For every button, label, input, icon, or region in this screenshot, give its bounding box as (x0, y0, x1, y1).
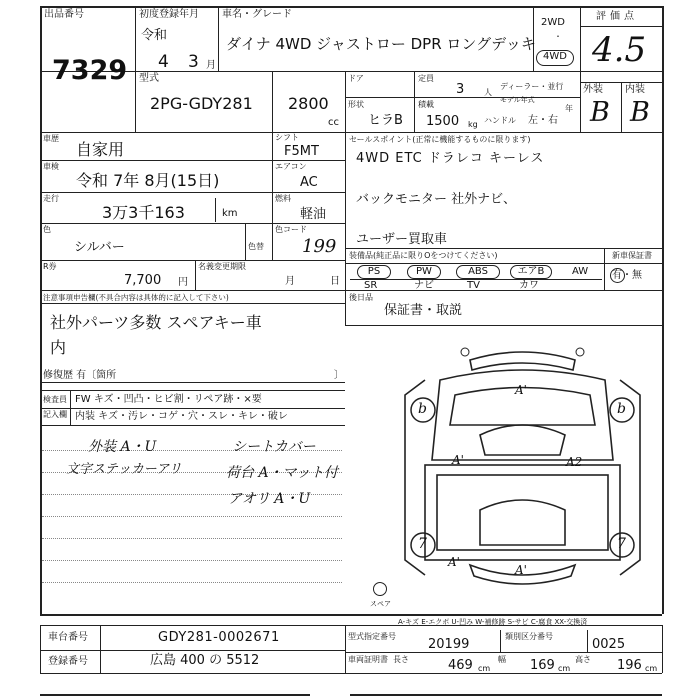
fuel-label: 燃料 (275, 194, 291, 203)
inspector-entry-label: 記入欄 (43, 410, 67, 419)
chassis-label: 車台番号 (48, 632, 88, 643)
dealer-label: ディーラー・並行 (500, 82, 564, 91)
equip-abs: ABS (456, 265, 500, 279)
color-value: シルバー (74, 240, 125, 255)
equip-sr: SR (364, 280, 378, 291)
shift-value: F5MT (284, 144, 319, 159)
inspection-value: 令和 7年 8月(15日) (76, 171, 220, 190)
equip-ps: PS (357, 265, 391, 279)
damage-mark-rear-left: A' (448, 555, 460, 569)
doors-label: ドア (348, 74, 364, 83)
first-registration-era: 令和 (141, 28, 168, 43)
mileage-value: 3万3千163 (102, 203, 185, 222)
spare-tire-icon (373, 582, 387, 596)
class-value: 0025 (592, 637, 626, 652)
memo-right-3: アオリ A・U (228, 491, 311, 507)
recycle-unit: 円 (178, 277, 188, 288)
spare-label: スペア (370, 600, 391, 608)
width-label: 幅 (498, 655, 506, 664)
equip-tv: TV (467, 280, 480, 291)
inspector-row2: 内装 キズ・汚レ・コゲ・穴・スレ・キレ・破レ (75, 411, 288, 422)
capacity-label: 定員 (418, 74, 434, 83)
color-code-label: 色コード (275, 225, 307, 234)
exterior-grade: B (590, 97, 610, 128)
lot-number: 7329 (52, 55, 128, 86)
first-registration-label: 初度登録年月 (139, 9, 199, 20)
interior-grade: B (630, 97, 650, 128)
expiry-day-unit: 日 (330, 276, 340, 287)
sales-points-line3: ユーザー買取車 (356, 232, 448, 247)
inspector-row1: FW キズ・凹凸・ヒビ割・リペア跡・×要 (75, 394, 262, 405)
memo-right-1: シートカバー (232, 439, 316, 455)
class-label: 類別区分番号 (505, 632, 553, 641)
type-code: 2PG-GDY281 (150, 94, 253, 113)
memo-right-2: 荷台 A・マット付 (226, 465, 339, 481)
damage-mark-cab: A' (515, 383, 527, 397)
color-label: 色 (43, 225, 51, 234)
equip-navi: ナビ (414, 280, 434, 291)
sales-points-line2: バックモニター 社外ナビ、 (356, 192, 517, 207)
width-value: 169 (530, 658, 555, 673)
chassis-number: GDY281-0002671 (158, 630, 280, 645)
type-cert-label: 型式指定番号 (348, 632, 396, 641)
history-label: 車歴 (43, 134, 59, 143)
ac-value: AC (300, 175, 318, 190)
height-unit: cm (645, 664, 658, 673)
height-value: 196 (617, 658, 642, 673)
equip-aw: AW (572, 266, 589, 277)
dims-label: 車両証明書 (348, 655, 388, 664)
shift-label: シフト (275, 133, 299, 142)
first-registration-month: 3 (188, 52, 199, 72)
type-label: 型式 (139, 73, 159, 84)
length-unit: cm (478, 664, 491, 673)
equip-pw: PW (407, 265, 441, 279)
recycle-label: R券 (43, 262, 57, 271)
handle-options: 左・右 (528, 115, 558, 126)
fuel-value: 軽油 (300, 207, 327, 222)
color-code-value: 199 (302, 236, 337, 257)
expiry-month-unit: 月 (285, 276, 295, 287)
sales-points-label: セールスポイント(正常に機能するものに限ります) (349, 135, 531, 144)
type-cert-value: 20199 (428, 637, 470, 652)
inspector-label: 検査員 (43, 395, 67, 404)
recycle-value: 7,700 (124, 273, 162, 288)
color-change-label: 色替 (248, 242, 264, 251)
tire-rl-mark: 7 (418, 536, 427, 552)
extras-label: 後日品 (349, 293, 373, 302)
repair-label: 修復歴 有〔箇所 (43, 370, 117, 381)
mileage-label: 走行 (43, 194, 59, 203)
drive-dot: ・ (554, 32, 562, 41)
load-value: 1500 (426, 114, 460, 129)
model-name: ダイナ 4WD ジャストロー DPR ロングデッキ (226, 35, 536, 53)
grade-label: 評価点 (596, 11, 638, 22)
name-change-label: 名義変更期限 (198, 262, 246, 271)
interior-label: 内装 (625, 84, 645, 95)
displacement-value: 2800 (288, 94, 329, 113)
equipment-label: 装備品(純正品に限りOをつけてください) (349, 251, 498, 260)
load-label: 積載 (418, 100, 434, 109)
memo-left-1: 外装 A・U (88, 439, 157, 455)
model-year-suffix: 年 (565, 104, 573, 113)
first-registration-year: 4 (158, 52, 169, 72)
notes-label: 注意事項申告欄(不具合内容は具体的に記入して下さい) (43, 293, 229, 302)
overall-score: 4.5 (592, 30, 647, 70)
lot-number-label: 出品番号 (44, 9, 84, 20)
tire-fr-mark: b (617, 401, 626, 417)
warranty-value: 有・無 (612, 270, 642, 281)
repair-close: 〕 (334, 370, 344, 381)
notes-line2: 内 (50, 338, 67, 357)
capacity-unit: 人 (484, 88, 492, 97)
displacement-unit: cc (328, 117, 339, 128)
extras-value: 保証書・取説 (384, 303, 463, 318)
plate-number: 広島 400 の 5512 (150, 653, 260, 668)
sales-points-line1: 4WD ETC ドラレコ キーレス (356, 151, 545, 166)
inspection-label: 車検 (43, 162, 59, 171)
handle-label: ハンドル (484, 116, 516, 125)
shape-value: ヒラB (368, 113, 403, 128)
length-value: 469 (448, 658, 473, 673)
capacity-value: 3 (456, 82, 465, 97)
warranty-label: 新車保証書 (612, 251, 652, 260)
damage-mark-left: A' (452, 453, 464, 467)
memo-left-2: 文字ステッカーアリ (66, 462, 182, 477)
damage-mark-rear: A' (515, 563, 527, 577)
equip-leather: カワ (519, 280, 539, 291)
plate-label: 登録番号 (48, 656, 88, 667)
drive-2wd: 2WD (541, 17, 565, 28)
model-label: 車名・グレード (222, 9, 292, 20)
tire-rr-mark: 7 (617, 536, 626, 552)
model-year-label: モデル年式 (500, 96, 535, 104)
height-label: 高さ (575, 655, 591, 664)
drive-4wd-circled: 4WD (536, 50, 574, 66)
ac-label: エアコン (275, 162, 307, 171)
length-label: 長さ (393, 655, 409, 664)
warranty-yes-circle (610, 268, 625, 283)
damage-mark-right: A2 (566, 455, 583, 469)
tire-fl-mark: b (418, 401, 427, 417)
load-unit: kg (468, 120, 478, 129)
exterior-label: 外装 (583, 84, 603, 95)
history-value: 自家用 (76, 140, 125, 159)
width-unit: cm (558, 664, 571, 673)
damage-legend: A-キズ E-エクボ U-凹み W-補修跡 S-サビ C-腐食 XX-交換済 (398, 618, 588, 626)
notes-line1: 社外パーツ多数 スペアキー車 (50, 313, 262, 332)
mileage-unit: km (222, 208, 238, 219)
equip-airbag: エアB (510, 265, 552, 279)
shape-label: 形状 (348, 100, 364, 109)
month-unit: 月 (206, 60, 216, 71)
